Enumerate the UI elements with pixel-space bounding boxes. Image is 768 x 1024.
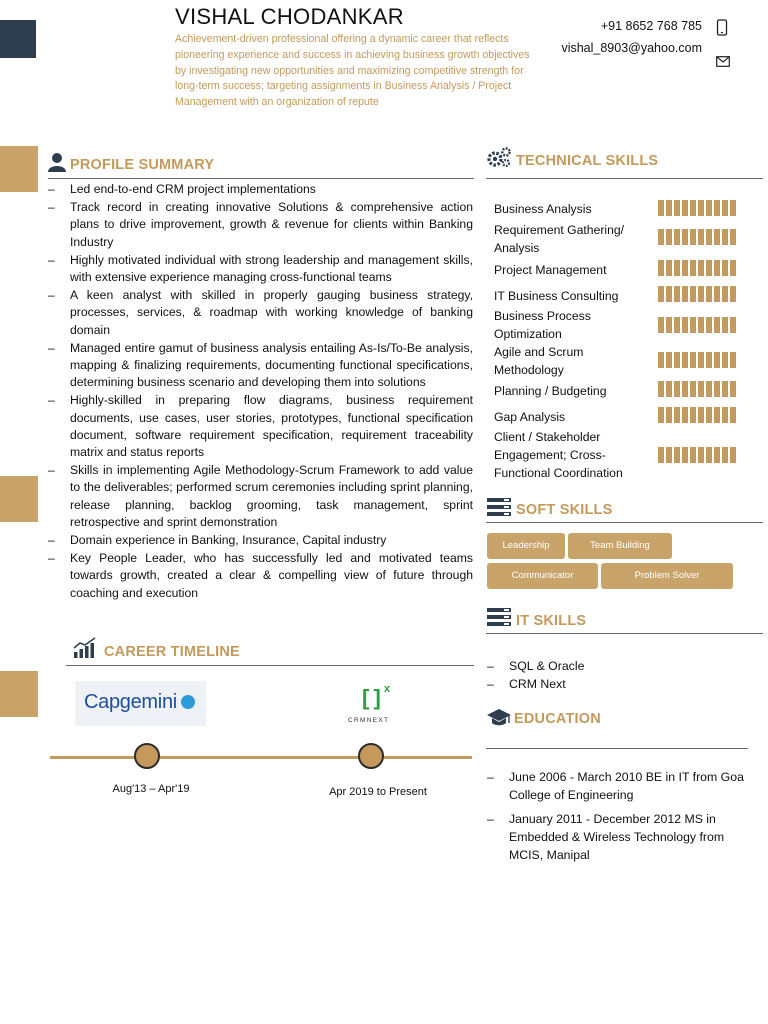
decor-block-dark — [0, 20, 36, 58]
skill-bar-segment — [690, 381, 696, 397]
skill-level-bars — [658, 260, 736, 276]
gears-icon — [487, 146, 512, 168]
skill-bar-segment — [658, 407, 664, 423]
section-title-it: IT SKILLS — [516, 613, 587, 629]
skill-bar-segment — [690, 286, 696, 302]
skill-bar-segment — [698, 447, 704, 463]
skill-bar-segment — [706, 352, 712, 368]
section-divider — [66, 665, 474, 666]
skill-bar-segment — [714, 286, 720, 302]
skill-bar-segment — [690, 200, 696, 216]
spade-icon — [181, 695, 195, 709]
skill-bar-segment — [658, 352, 664, 368]
skill-name: Project Management — [494, 263, 607, 277]
skill-bar-segment — [714, 200, 720, 216]
skill-bar-segment — [690, 260, 696, 276]
skill-bar-segment — [658, 447, 664, 463]
skill-level-bars — [658, 407, 736, 423]
skill-bar-segment — [682, 317, 688, 333]
list-item: – Led end-to-end CRM project implementations — [48, 181, 473, 198]
section-title-career: CAREER TIMELINE — [104, 644, 240, 660]
section-divider — [48, 178, 474, 179]
crmnext-logo-text: CRMNEXT — [348, 717, 390, 724]
skill-bar-segment — [706, 381, 712, 397]
skill-bar-segment — [714, 229, 720, 245]
skill-bar-segment — [674, 317, 680, 333]
skill-bar-segment — [674, 229, 680, 245]
skill-name: IT Business Consulting — [494, 289, 619, 303]
skill-bar-segment — [722, 447, 728, 463]
skill-bar-segment — [658, 317, 664, 333]
section-divider — [486, 178, 763, 179]
skill-bar-segment — [706, 317, 712, 333]
email-address[interactable]: vishal_8903@yahoo.com — [561, 41, 702, 55]
skill-bar-segment — [674, 260, 680, 276]
skill-bar-segment — [722, 260, 728, 276]
skill-bar-segment — [714, 260, 720, 276]
skill-name: Requirement Gathering/ Analysis — [494, 223, 625, 255]
skill-bar-segment — [666, 407, 672, 423]
skill-bar-segment — [706, 200, 712, 216]
skill-level-bars — [658, 381, 736, 397]
skill-bar-segment — [730, 260, 736, 276]
skill-bar-segment — [658, 286, 664, 302]
skill-bar-segment — [690, 352, 696, 368]
skill-bar-segment — [714, 352, 720, 368]
decor-block — [0, 671, 38, 717]
phone-number: +91 8652 768 785 — [600, 19, 702, 33]
skill-bar-segment — [682, 352, 688, 368]
skill-bar-segment — [706, 286, 712, 302]
skill-bar-segment — [730, 229, 736, 245]
skill-level-bars — [658, 286, 736, 302]
skill-bar-segment — [666, 286, 672, 302]
stack-icon — [487, 498, 511, 518]
skill-bar-segment — [698, 260, 704, 276]
phone-icon — [716, 19, 728, 36]
user-icon — [48, 152, 66, 172]
list-item: – Domain experience in Banking, Insurance, Capital industry — [48, 532, 473, 549]
skill-bar-segment — [730, 286, 736, 302]
skill-bar-segment — [682, 260, 688, 276]
skill-bar-segment — [722, 352, 728, 368]
tagline: Achievement-driven professional offering a dynamic career that reflects pioneering experience and success in achieving business growth objectives by investigating new opportunities and maximizing competitive strength for long-term success; targeting assignments in Business Analysis / Project Management with an organization of repute — [175, 33, 530, 109]
skill-bar-segment — [674, 381, 680, 397]
section-divider — [486, 748, 748, 749]
skill-bar-segment — [706, 447, 712, 463]
list-item: – June 2006 - March 2010 BE in IT from Goa College of Engineering — [487, 768, 752, 804]
skill-bar-segment — [730, 407, 736, 423]
skill-level-bars — [658, 200, 736, 216]
section-title-technical: TECHNICAL SKILLS — [516, 153, 659, 169]
skill-bar-segment — [722, 229, 728, 245]
skill-bar-segment — [698, 352, 704, 368]
stack-icon — [487, 608, 511, 628]
skill-bar-segment — [730, 447, 736, 463]
skill-bar-segment — [682, 229, 688, 245]
skill-bar-segment — [698, 381, 704, 397]
graduation-cap-icon — [487, 708, 511, 728]
section-title-education: EDUCATION — [514, 711, 601, 727]
skill-name: Agile and Scrum Methodology — [494, 345, 584, 377]
skill-bar-segment — [674, 286, 680, 302]
skill-bar-segment — [722, 381, 728, 397]
chart-icon — [73, 637, 97, 658]
skill-bar-segment — [690, 407, 696, 423]
skill-name: Planning / Budgeting — [494, 384, 607, 398]
list-item: – Key People Leader, who has successfully led and motivated teams towards growth, created a clear & compelling view of future through coaching and execution — [48, 550, 473, 602]
capgemini-logo-text: Capgemini — [84, 691, 177, 713]
skill-bar-segment — [722, 407, 728, 423]
skill-bar-segment — [658, 381, 664, 397]
skill-bar-segment — [706, 407, 712, 423]
skill-bar-segment — [682, 447, 688, 463]
skill-bar-segment — [666, 447, 672, 463]
bracket-icon: [ ] — [362, 685, 380, 710]
skill-bar-segment — [666, 317, 672, 333]
skill-bar-segment — [674, 200, 680, 216]
decor-block — [0, 146, 38, 192]
skill-bar-segment — [682, 407, 688, 423]
skill-bar-segment — [714, 317, 720, 333]
skill-name: Client / Stakeholder Engagement; Cross-Functional Coordination — [494, 430, 623, 480]
skill-bar-segment — [698, 200, 704, 216]
skill-bar-segment — [730, 317, 736, 333]
skill-bar-segment — [722, 317, 728, 333]
skill-bar-segment — [674, 407, 680, 423]
list-item: – Skills in implementing Agile Methodology-Scrum Framework to add value to the deliverables; performed scrum ceremonies including sprint planning, release planning, backlog grooming, task management, sprint retrospective and sprint demonstration — [48, 462, 473, 531]
skill-bar-segment — [690, 229, 696, 245]
skill-level-bars — [658, 229, 736, 245]
skill-bar-segment — [722, 286, 728, 302]
decor-block — [0, 476, 38, 522]
skill-bar-segment — [658, 200, 664, 216]
skill-bar-segment — [730, 352, 736, 368]
skill-bar-segment — [682, 200, 688, 216]
skill-bar-segment — [658, 260, 664, 276]
soft-skill-tag: Team Building — [568, 533, 672, 559]
timeline-period: Aug'13 – Apr'19 — [112, 783, 190, 795]
soft-skill-tag: Leadership — [487, 533, 565, 559]
skill-bar-segment — [682, 381, 688, 397]
skill-bar-segment — [690, 317, 696, 333]
soft-skill-tag: Communicator — [487, 563, 598, 589]
skill-name: Gap Analysis — [494, 410, 566, 424]
skill-bar-segment — [666, 200, 672, 216]
skill-bar-segment — [674, 352, 680, 368]
list-item: – January 2011 - December 2012 MS in Embedded & Wireless Technology from MCIS, Manipal — [487, 810, 752, 864]
mail-icon — [716, 56, 730, 67]
education-list — [487, 768, 752, 864]
list-item: – A keen analyst with skilled in properly gauging business strategy, processes, services, & roadmap with working knowledge of banking domain — [48, 287, 473, 339]
list-item: – CRM Next — [487, 675, 757, 693]
list-item: – Track record in creating innovative Solutions & comprehensive action plans to drive improvement, growth & revenue for clients within Banking Industry — [48, 199, 473, 251]
section-divider — [486, 522, 763, 523]
skill-bar-segment — [698, 229, 704, 245]
skill-level-bars — [658, 352, 736, 368]
timeline-line — [50, 756, 472, 759]
skill-bar-segment — [722, 200, 728, 216]
skill-name: Business Analysis — [494, 202, 592, 216]
list-item: – Highly motivated individual with strong leadership and management skills, with extensive experience managing cross-functional teams — [48, 252, 473, 286]
skill-bar-segment — [666, 352, 672, 368]
list-item: – Highly-skilled in preparing flow diagrams, business requirement documents, use cases, user stories, prototypes, functional specification document, software requirement specification, requirement traceability matrix and status reports — [48, 392, 473, 461]
skill-bar-segment — [666, 381, 672, 397]
skill-bar-segment — [706, 229, 712, 245]
section-title-soft: SOFT SKILLS — [516, 502, 613, 518]
skill-bar-segment — [690, 447, 696, 463]
list-item: – Managed entire gamut of business analysis entailing As-Is/To-Be analysis, mapping & finalizing requirements, documenting functional specifications, determining business scenario and developing them into solutions — [48, 340, 473, 392]
skill-bar-segment — [706, 260, 712, 276]
skill-bar-segment — [714, 447, 720, 463]
skill-bar-segment — [674, 447, 680, 463]
skill-level-bars — [658, 447, 736, 463]
soft-skill-tag: Problem Solver — [601, 563, 733, 589]
skill-bar-segment — [698, 286, 704, 302]
capgemini-logo — [75, 681, 206, 726]
candidate-name: VISHAL CHODANKAR — [175, 4, 404, 29]
timeline-dot — [134, 743, 160, 769]
skill-bar-segment — [658, 229, 664, 245]
crmnext-logo — [340, 684, 400, 728]
superscript-x-icon: x — [384, 683, 391, 695]
skill-bar-segment — [698, 407, 704, 423]
it-skills-list — [487, 657, 757, 693]
skill-level-bars — [658, 317, 736, 333]
timeline-period: Apr 2019 to Present — [329, 786, 427, 798]
skill-bar-segment — [666, 229, 672, 245]
skill-bar-segment — [730, 381, 736, 397]
skill-bar-segment — [714, 407, 720, 423]
skill-bar-segment — [698, 317, 704, 333]
profile-summary-list — [48, 181, 473, 603]
skill-bar-segment — [730, 200, 736, 216]
list-item: – SQL & Oracle — [487, 657, 757, 675]
section-divider — [486, 633, 763, 634]
skill-bar-segment — [714, 381, 720, 397]
section-title-profile: PROFILE SUMMARY — [70, 157, 215, 173]
skill-bar-segment — [682, 286, 688, 302]
skill-bar-segment — [666, 260, 672, 276]
timeline-dot — [358, 743, 384, 769]
skill-name: Business Process Optimization — [494, 309, 591, 341]
